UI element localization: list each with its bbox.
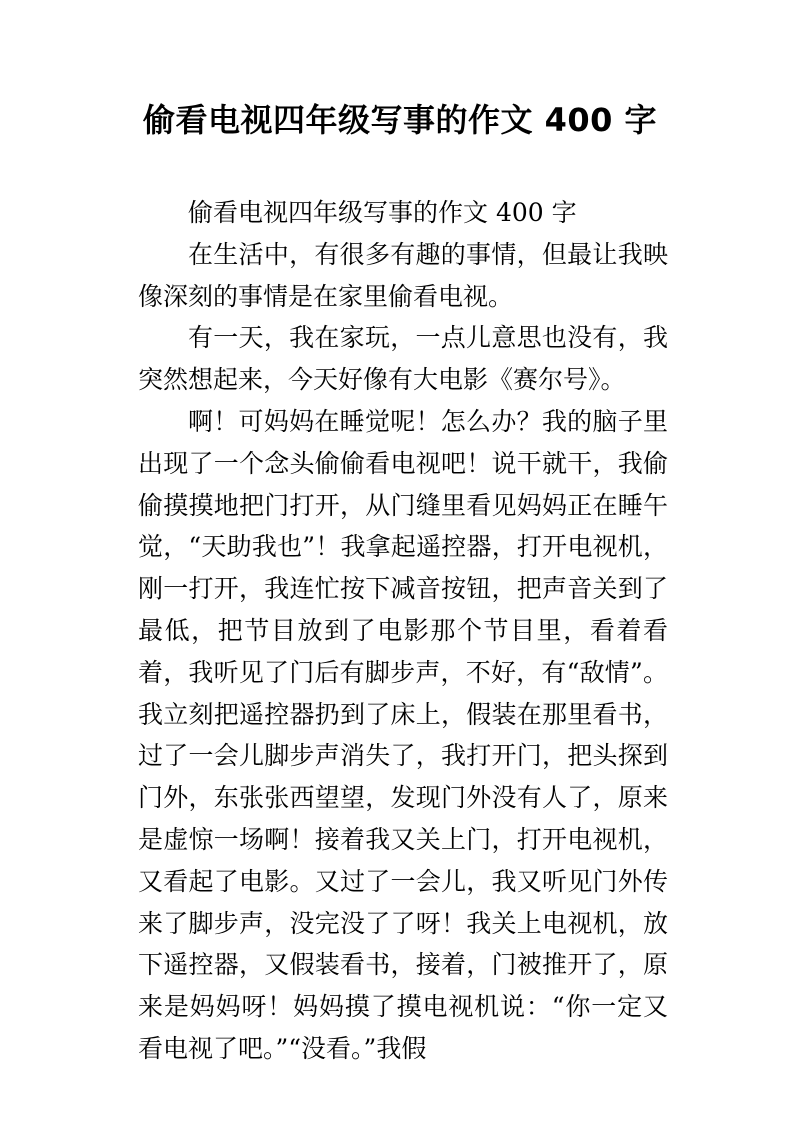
paragraph-intro: 在生活中，有很多有趣的事情，但最让我映像深刻的事情是在家里偷看电视。 bbox=[138, 239, 668, 311]
document-body bbox=[138, 192, 668, 1070]
document-title: 偷看电视四年级写事的作文 400 字 bbox=[142, 101, 658, 139]
paragraph-subtitle: 偷看电视四年级写事的作文 400 字 bbox=[188, 198, 577, 227]
paragraph-main-story: 啊！可妈妈在睡觉呢！怎么办？我的脑子里出现了一个念头偷偷看电视吧！说干就干，我偷偷摸摸地把门打开，从门缝里看见妈妈正在睡午觉，“天助我也”！我拿起遥控器，打开电视机，刚一打开，我连忙按下减音按钮，把声音关到了最低，把节目放到了电影那个节目里，看着看着，我听见了门后有脚步声，不好，有“敌情”。我立刻把遥控器扔到了床上，假装在那里看书，过了一会儿脚步声消失了，我打开门，把头探到门外，东张张西望望，发现门外没有人了，原来是虚惊一场啊！接着我又关上门，打开电视机，又看起了电影。又过了一会儿，我又听见门外传来了脚步声，没完没了了呀！我关上电视机，放下遥控器，又假装看书，接着，门被推开了，原来是妈妈呀！妈妈摸了摸电视机说：“你一定又看电视了吧。”“没看。”我假 bbox=[138, 406, 668, 1063]
paragraph-one-day: 有一天，我在家玩，一点儿意思也没有，我突然想起来，今天好像有大电影《赛尔号》。 bbox=[138, 323, 668, 395]
